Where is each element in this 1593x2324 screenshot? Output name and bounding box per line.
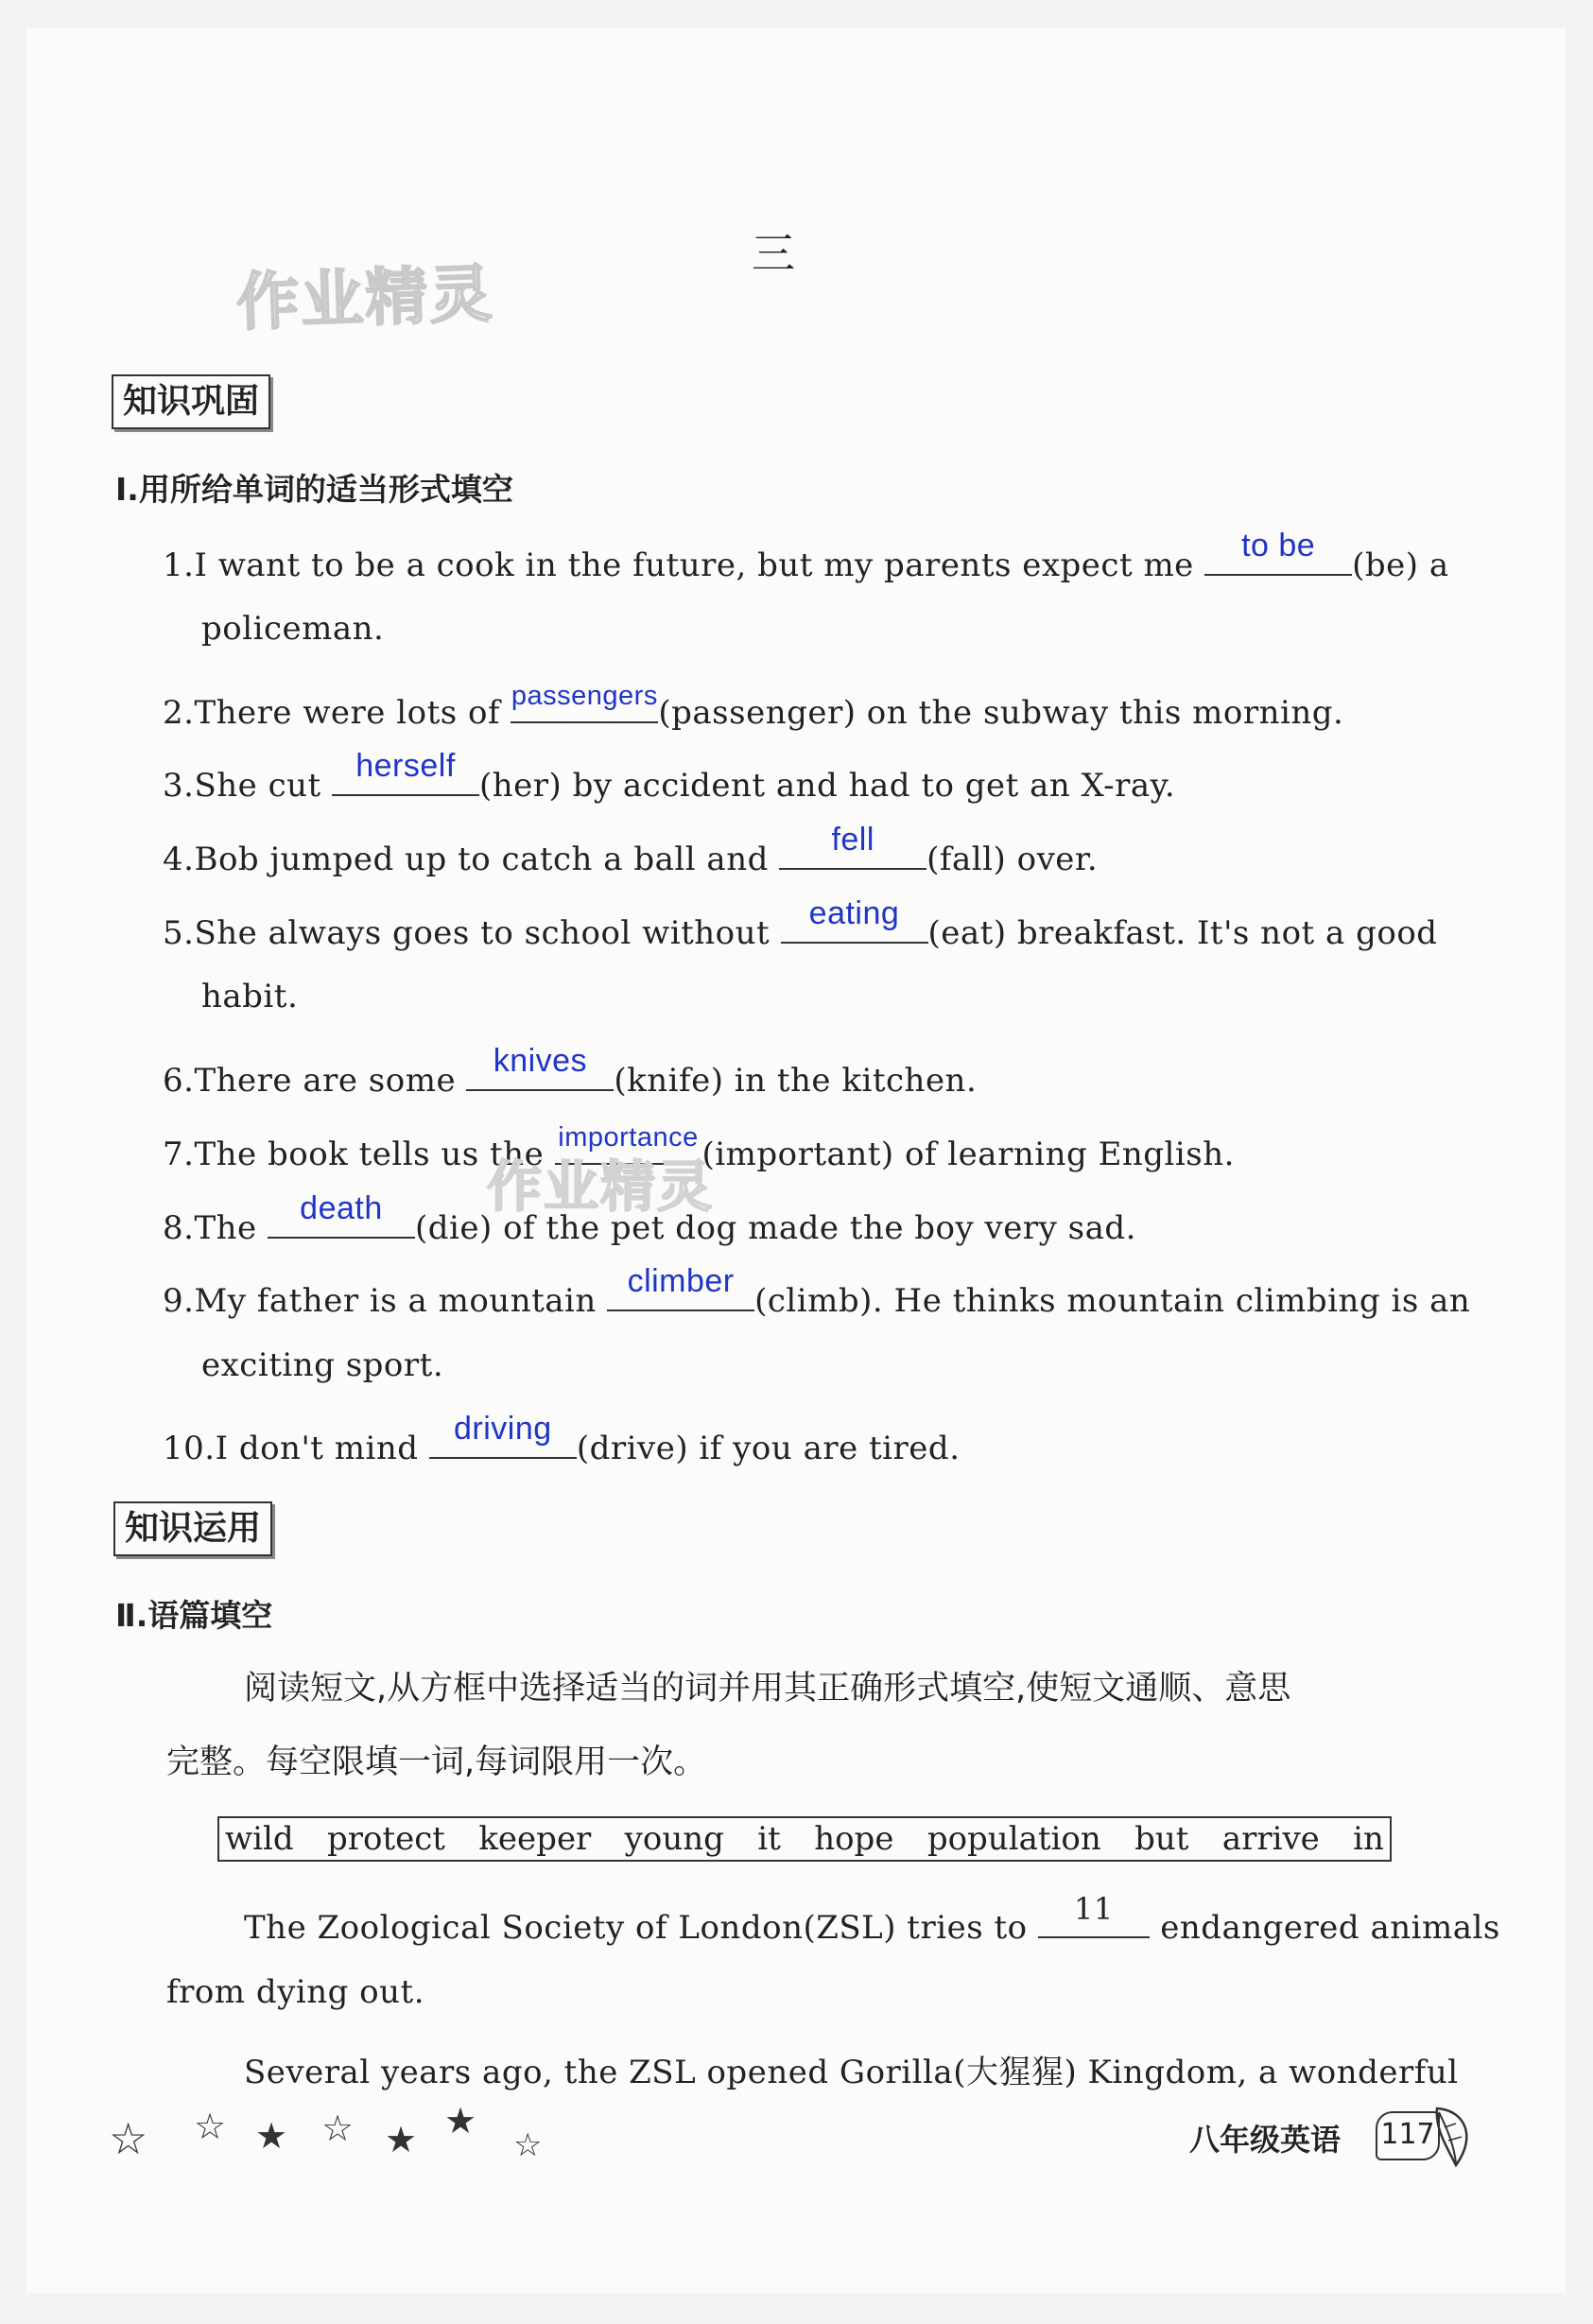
exercise-item-6: 6.There are some knives (knife) in the kitchen.: [163, 1043, 978, 1100]
answer-text: eating: [808, 895, 900, 931]
watermark: 作业精灵: [234, 257, 495, 339]
answer-blank[interactable]: [1204, 528, 1352, 576]
exercise-item-1: 1.I want to be a cook in the future, but my parents expect me to be (be) a: [163, 528, 1449, 584]
exercise-item-9-cont: exciting sport.: [201, 1346, 444, 1384]
instructions-line-1: 阅读短文,从方框中选择适当的词并用其正确形式填空,使短文通顺、意思: [244, 1670, 1291, 1708]
answer-blank[interactable]: [268, 1190, 415, 1239]
exercise-item-1-cont: policeman.: [201, 610, 385, 648]
word-box: [217, 1816, 1392, 1862]
answer-text: to be: [1241, 528, 1316, 564]
word-box-item: but: [1134, 1820, 1189, 1858]
star-icon: ★: [385, 2119, 418, 2160]
answer-text: climber: [627, 1263, 735, 1299]
section1-heading: Ⅰ.用所给单词的适当形式填空: [115, 471, 513, 508]
answer-text: importance: [558, 1122, 699, 1153]
answer-text: knives: [493, 1043, 588, 1079]
star-icon: ☆: [194, 2106, 227, 2147]
exercise-item-9: 9.My father is a mountain climber (climb). He thinks mountain climbing is an: [163, 1263, 1471, 1320]
watermark-center: 作业精灵: [487, 1154, 715, 1219]
answer-blank[interactable]: [779, 822, 926, 870]
answer-text: driving: [454, 1411, 552, 1447]
word-box-item: keeper: [478, 1820, 592, 1858]
passage-blank-11[interactable]: [1038, 1891, 1150, 1938]
answer-text: death: [300, 1190, 383, 1226]
exercise-item-4: 4.Bob jumped up to catch a ball and fell (fall) over.: [163, 822, 1099, 878]
word-box-item: protect: [326, 1820, 445, 1858]
answer-blank[interactable]: [429, 1411, 577, 1459]
exercise-item-2: 2.There were lots of passengers (passenger) on the subway this morning.: [163, 681, 1344, 732]
answer-blank[interactable]: [332, 748, 479, 796]
answer-blank[interactable]: [607, 1263, 754, 1311]
page-number: 117: [1376, 2111, 1440, 2160]
answer-text: passengers: [511, 681, 658, 711]
answer-blank[interactable]: [466, 1043, 614, 1091]
star-icon: ★: [255, 2115, 288, 2157]
instructions-line-2: 完整。每空限填一词,每词限用一次。: [166, 1743, 707, 1781]
answer-text: fell: [831, 822, 874, 858]
star-icon: ☆: [321, 2107, 355, 2149]
star-icon: ★: [444, 2100, 477, 2142]
word-box-item: in: [1353, 1820, 1384, 1858]
exercise-item-5: 5.She always goes to school without eating (eat) breakfast. It's not a good: [163, 895, 1438, 952]
word-box-item: wild: [225, 1820, 294, 1858]
star-icon: ☆: [513, 2126, 543, 2164]
section2-heading: Ⅱ.语篇填空: [115, 1597, 273, 1634]
passage-paragraph-1: The Zoological Society of London(ZSL) tries to 11 endangered animals: [244, 1891, 1500, 1947]
star-icon: ☆: [109, 2113, 148, 2164]
word-box-item: hope: [814, 1820, 894, 1858]
leaf-icon: [1428, 2099, 1484, 2175]
answer-blank[interactable]: [781, 895, 928, 944]
word-box-item: arrive: [1221, 1820, 1320, 1858]
exercise-item-5-cont: habit.: [201, 978, 299, 1015]
footer-grade-subject: 八年级英语: [1189, 2122, 1342, 2158]
exercise-item-10: 10.I don't mind driving (drive) if you are tired.: [163, 1411, 961, 1467]
passage-paragraph-1-cont: from dying out.: [166, 1973, 425, 2011]
section-header-apply: 知识运用: [113, 1501, 272, 1556]
section-header-consolidate: 知识巩固: [112, 374, 270, 429]
exercise-item-7: 7.The book tells us the importance (important) of learning English.: [163, 1122, 1235, 1173]
word-box-item: it: [757, 1820, 781, 1858]
passage-paragraph-2: Several years ago, the ZSL opened Gorilla(大猩猩) Kingdom, a wonderful: [244, 2054, 1459, 2091]
exercise-item-3: 3.She cut herself (her) by accident and had to get an X-ray.: [163, 748, 1176, 805]
exercise-item-8: 8.The death (die) of the pet dog made the boy very sad.: [163, 1190, 1136, 1247]
blank-number: 11: [1074, 1891, 1114, 1927]
page-title: 三: [752, 228, 795, 279]
answer-text: herself: [355, 748, 456, 784]
word-box-item: young: [624, 1820, 724, 1858]
answer-blank[interactable]: [511, 681, 658, 723]
word-box-item: population: [926, 1820, 1101, 1858]
